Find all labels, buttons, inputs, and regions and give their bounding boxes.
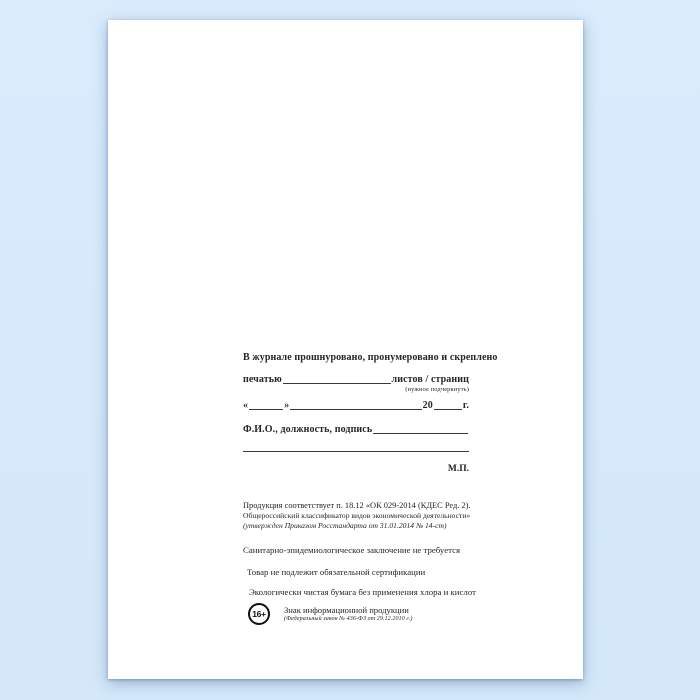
month-blank: [290, 407, 421, 410]
certification-statement: Товар не подлежит обязательной сертификации: [247, 567, 426, 577]
date-line: [243, 400, 469, 411]
quote-open: «: [243, 400, 249, 411]
fio-label: Ф.И.О., должность, подпись: [243, 424, 373, 435]
seal-prefix-label: печатью: [243, 374, 282, 385]
seal-line: [243, 374, 469, 385]
signature-continuation-blank: [243, 444, 469, 452]
age-16plus-icon: 16+: [248, 603, 270, 625]
fio-blank: [373, 431, 468, 434]
conformity-line-3: (утвержден Приказом Росстандарта от 31.01.2014 № 14-ст): [243, 521, 447, 530]
journal-back-page: [108, 20, 583, 679]
eco-statement: Экологически чистая бумага без применения хлора и кислот: [249, 587, 476, 597]
year-blank: [434, 407, 462, 410]
age-mark-text: [284, 605, 412, 622]
conformity-line-2: Общероссийский классификатор видов экономической деятельности»: [243, 511, 471, 520]
bound-statement-line: В журнале прошнуровано, пронумеровано и скреплено: [243, 352, 498, 363]
sheets-count-blank: [283, 381, 391, 384]
sanitary-statement: Санитарно-эпидемиологическое заключение не требуется: [243, 545, 461, 555]
fio-line: [243, 424, 469, 435]
seal-suffix-label: листов / страниц: [391, 374, 469, 385]
quote-close: »: [284, 400, 290, 411]
underline-note: (нужное подчеркнуть): [405, 386, 469, 393]
age-mark-label: Знак информационной продукции: [284, 605, 409, 615]
day-blank: [249, 407, 283, 410]
stamp-place-abbr: М.П.: [447, 464, 469, 474]
year-suffix: г.: [462, 400, 469, 411]
age-mark-row: [243, 603, 474, 625]
age-mark-law: (Федеральный закон № 436-ФЗ от 29.12.2010 г.): [284, 616, 413, 622]
conformity-line-1: Продукция соответствует п. 18.12 «ОК 029-2014 (КДЕС Ред. 2).: [243, 501, 471, 510]
year-prefix: 20: [422, 400, 433, 411]
